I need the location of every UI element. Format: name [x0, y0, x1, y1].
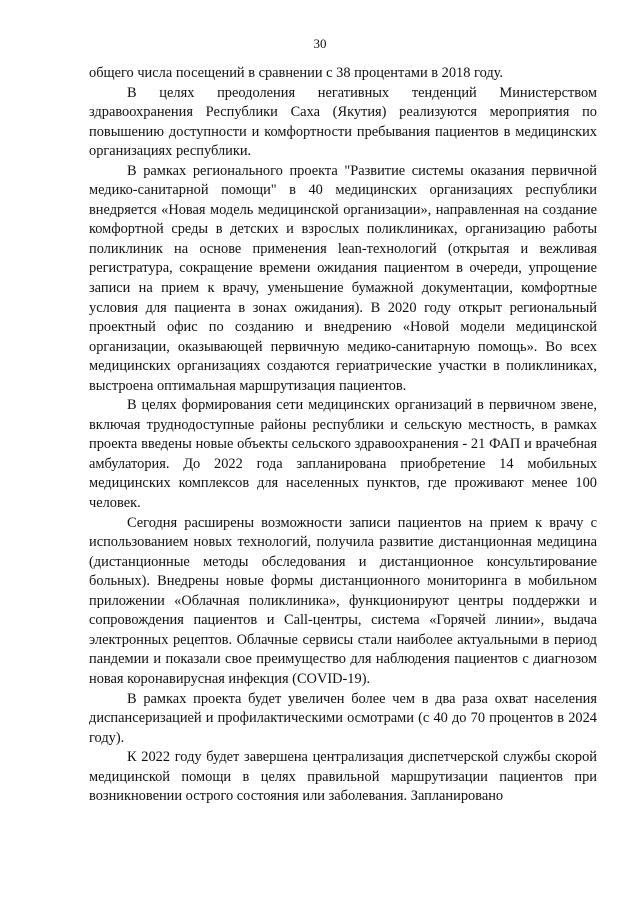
paragraph-dispatch-service: К 2022 году будет завершена централизация диспетчерской службы скорой медицинской помощи в целях правильной маршрутизации пациентов при возникновении острого состояния или заболевания. Запланировано	[89, 749, 597, 805]
paragraph-ministry-measures: В целях преодоления негативных тенденций Министерством здравоохранения Республики Саха (Якутия) реализуются мероприятия по повышению доступности и комфортности пребывания пациентов в медицинских организациях республики.	[89, 84, 597, 160]
body-text	[89, 64, 597, 807]
paragraph-screening-coverage: В рамках проекта будет увеличен более чем в два раза охват населения диспансеризацией и профилактическими осмотрами (с 40 до 70 процентов в 2024 году).	[89, 690, 597, 746]
paragraph-primary-network: В целях формирования сети медицинских организаций в первичном звене, включая труднодоступные районы республики и сельскую местность, в рамках проекта введены новые объекты сельского здравоохранения - 21 ФАП и врачебная амбулатория. До 2022 года запланирована приобретение 14 мобильных медицинских комплексов для населенных пунктов, где проживают менее 100 человек.	[89, 397, 597, 512]
paragraph-continuation: общего числа посещений в сравнении с 38 процентами в 2018 году.	[89, 65, 504, 81]
page-number: 30	[313, 36, 327, 51]
paragraph-regional-project: В рамках регионального проекта "Развитие системы оказания первичной медико-санитарной помощи" в 40 медицинских организациях республики внедряется «Новая модель медицинской организации», направленная на создание комфортной среды в детских и взрослых поликлиниках, организацию работы поликлиник на основе применения lean-технологий (открытая и вежливая регистратура, сокращение времени ожидания пациентом в очереди, упрощение записи на прием к врачу, уменьшение бумажной документации, комфортные условия для пациента в зонах ожидания). В 2020 году открыт региональный проектный офис по созданию и внедрению «Новой модели медицинской организации, оказывающей первичную медико-санитарную помощь». Во всех медицинских организациях создаются гериатрические участки в поликлиниках, выстроена оптимальная маршрутизация пациентов.	[89, 162, 597, 394]
paragraph-remote-medicine: Сегодня расширены возможности записи пациентов на прием к врачу с использованием новых технологий, получила развитие дистанционная медицина (дистанционные методы обследования и дистанционное консультирование больных). Внедрены новые формы дистанционного мониторинга в мобильном приложении «Облачная поликлиника», функционируют центры поддержки и сопровождения пациентов и Call-центры, система «Горячей линии», выдача электронных рецептов. Облачные сервисы стали наиболее актуальными в период пандемии и показали свое преимущество для наблюдения пациентов с диагнозом новая коронавирусная инфекция (COVID-19).	[89, 514, 597, 687]
